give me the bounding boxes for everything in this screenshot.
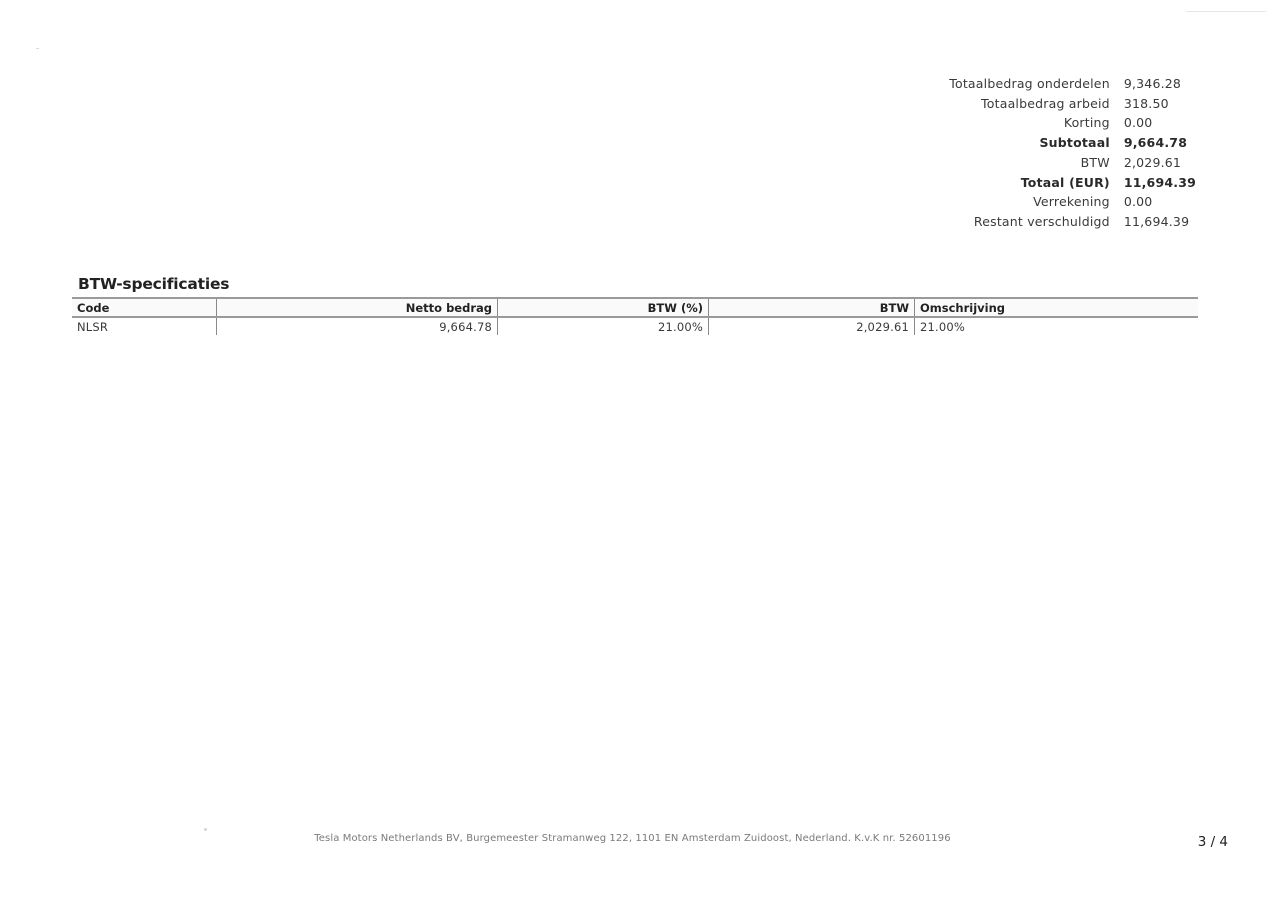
totals-label: Totaal (EUR): [1020, 174, 1110, 190]
page-number: 3 / 4: [1197, 834, 1228, 850]
vat-spec-table: [72, 297, 1198, 335]
totals-row-discount: [949, 113, 1196, 133]
cell-code: NLSR: [72, 317, 217, 335]
totals-row-vat: [949, 153, 1196, 173]
totals-label: Totaalbedrag arbeid: [981, 95, 1110, 111]
totals-label: Totaalbedrag onderdelen: [949, 76, 1110, 91]
totals-label: Subtotaal: [1039, 135, 1110, 151]
column-header-description: Omschrijving: [915, 298, 1199, 317]
totals-row-parts: [949, 74, 1196, 94]
vat-spec-title: BTW-specificaties: [78, 275, 230, 293]
cell-vat: 2,029.61: [709, 317, 915, 335]
totals-value: 2,029.61: [1123, 154, 1182, 170]
totals-value: 318.50: [1123, 95, 1169, 111]
totals-row-outstanding: [949, 212, 1196, 232]
totals-value: 11,694.39: [1123, 213, 1190, 229]
totals-row-settlement: [949, 192, 1196, 212]
column-header-net-amount: Netto bedrag: [217, 298, 498, 317]
totals-label: BTW: [1080, 154, 1110, 170]
totals-value: 9,346.28: [1123, 76, 1182, 91]
vat-spec-header-row: [72, 298, 1198, 317]
totals-value: 0.00: [1123, 194, 1153, 210]
cell-description: 21.00%: [920, 319, 966, 334]
totals-value: 9,664.78: [1123, 135, 1188, 151]
totals-label: Verrekening: [1033, 194, 1110, 210]
footer-company-line: Tesla Motors Netherlands BV, Burgemeester Stramanweg 122, 1101 EN Amsterdam Zuidoost, Nederland. K.v.K nr. 52601196: [314, 833, 951, 844]
cell-net-amount: 9,664.78: [217, 317, 498, 335]
totals-row-total: [949, 173, 1196, 193]
totals-summary: [949, 74, 1196, 232]
totals-value: 0.00: [1123, 115, 1153, 131]
column-header-vat-percent: BTW (%): [498, 298, 709, 317]
totals-label: Restant verschuldigd: [973, 213, 1110, 229]
totals-value: 11,694.39: [1123, 174, 1196, 190]
cell-vat-percent: 21.00%: [498, 317, 709, 335]
column-header-code: Code: [72, 298, 217, 317]
totals-row-subtotal: [949, 133, 1196, 153]
scan-speck: [36, 48, 39, 49]
table-row: [72, 317, 1198, 335]
scan-speck: [204, 828, 207, 831]
column-header-vat: BTW: [709, 298, 915, 317]
totals-label: Korting: [1063, 115, 1110, 131]
scan-speck: [1186, 11, 1266, 12]
totals-row-labor: [949, 94, 1196, 114]
